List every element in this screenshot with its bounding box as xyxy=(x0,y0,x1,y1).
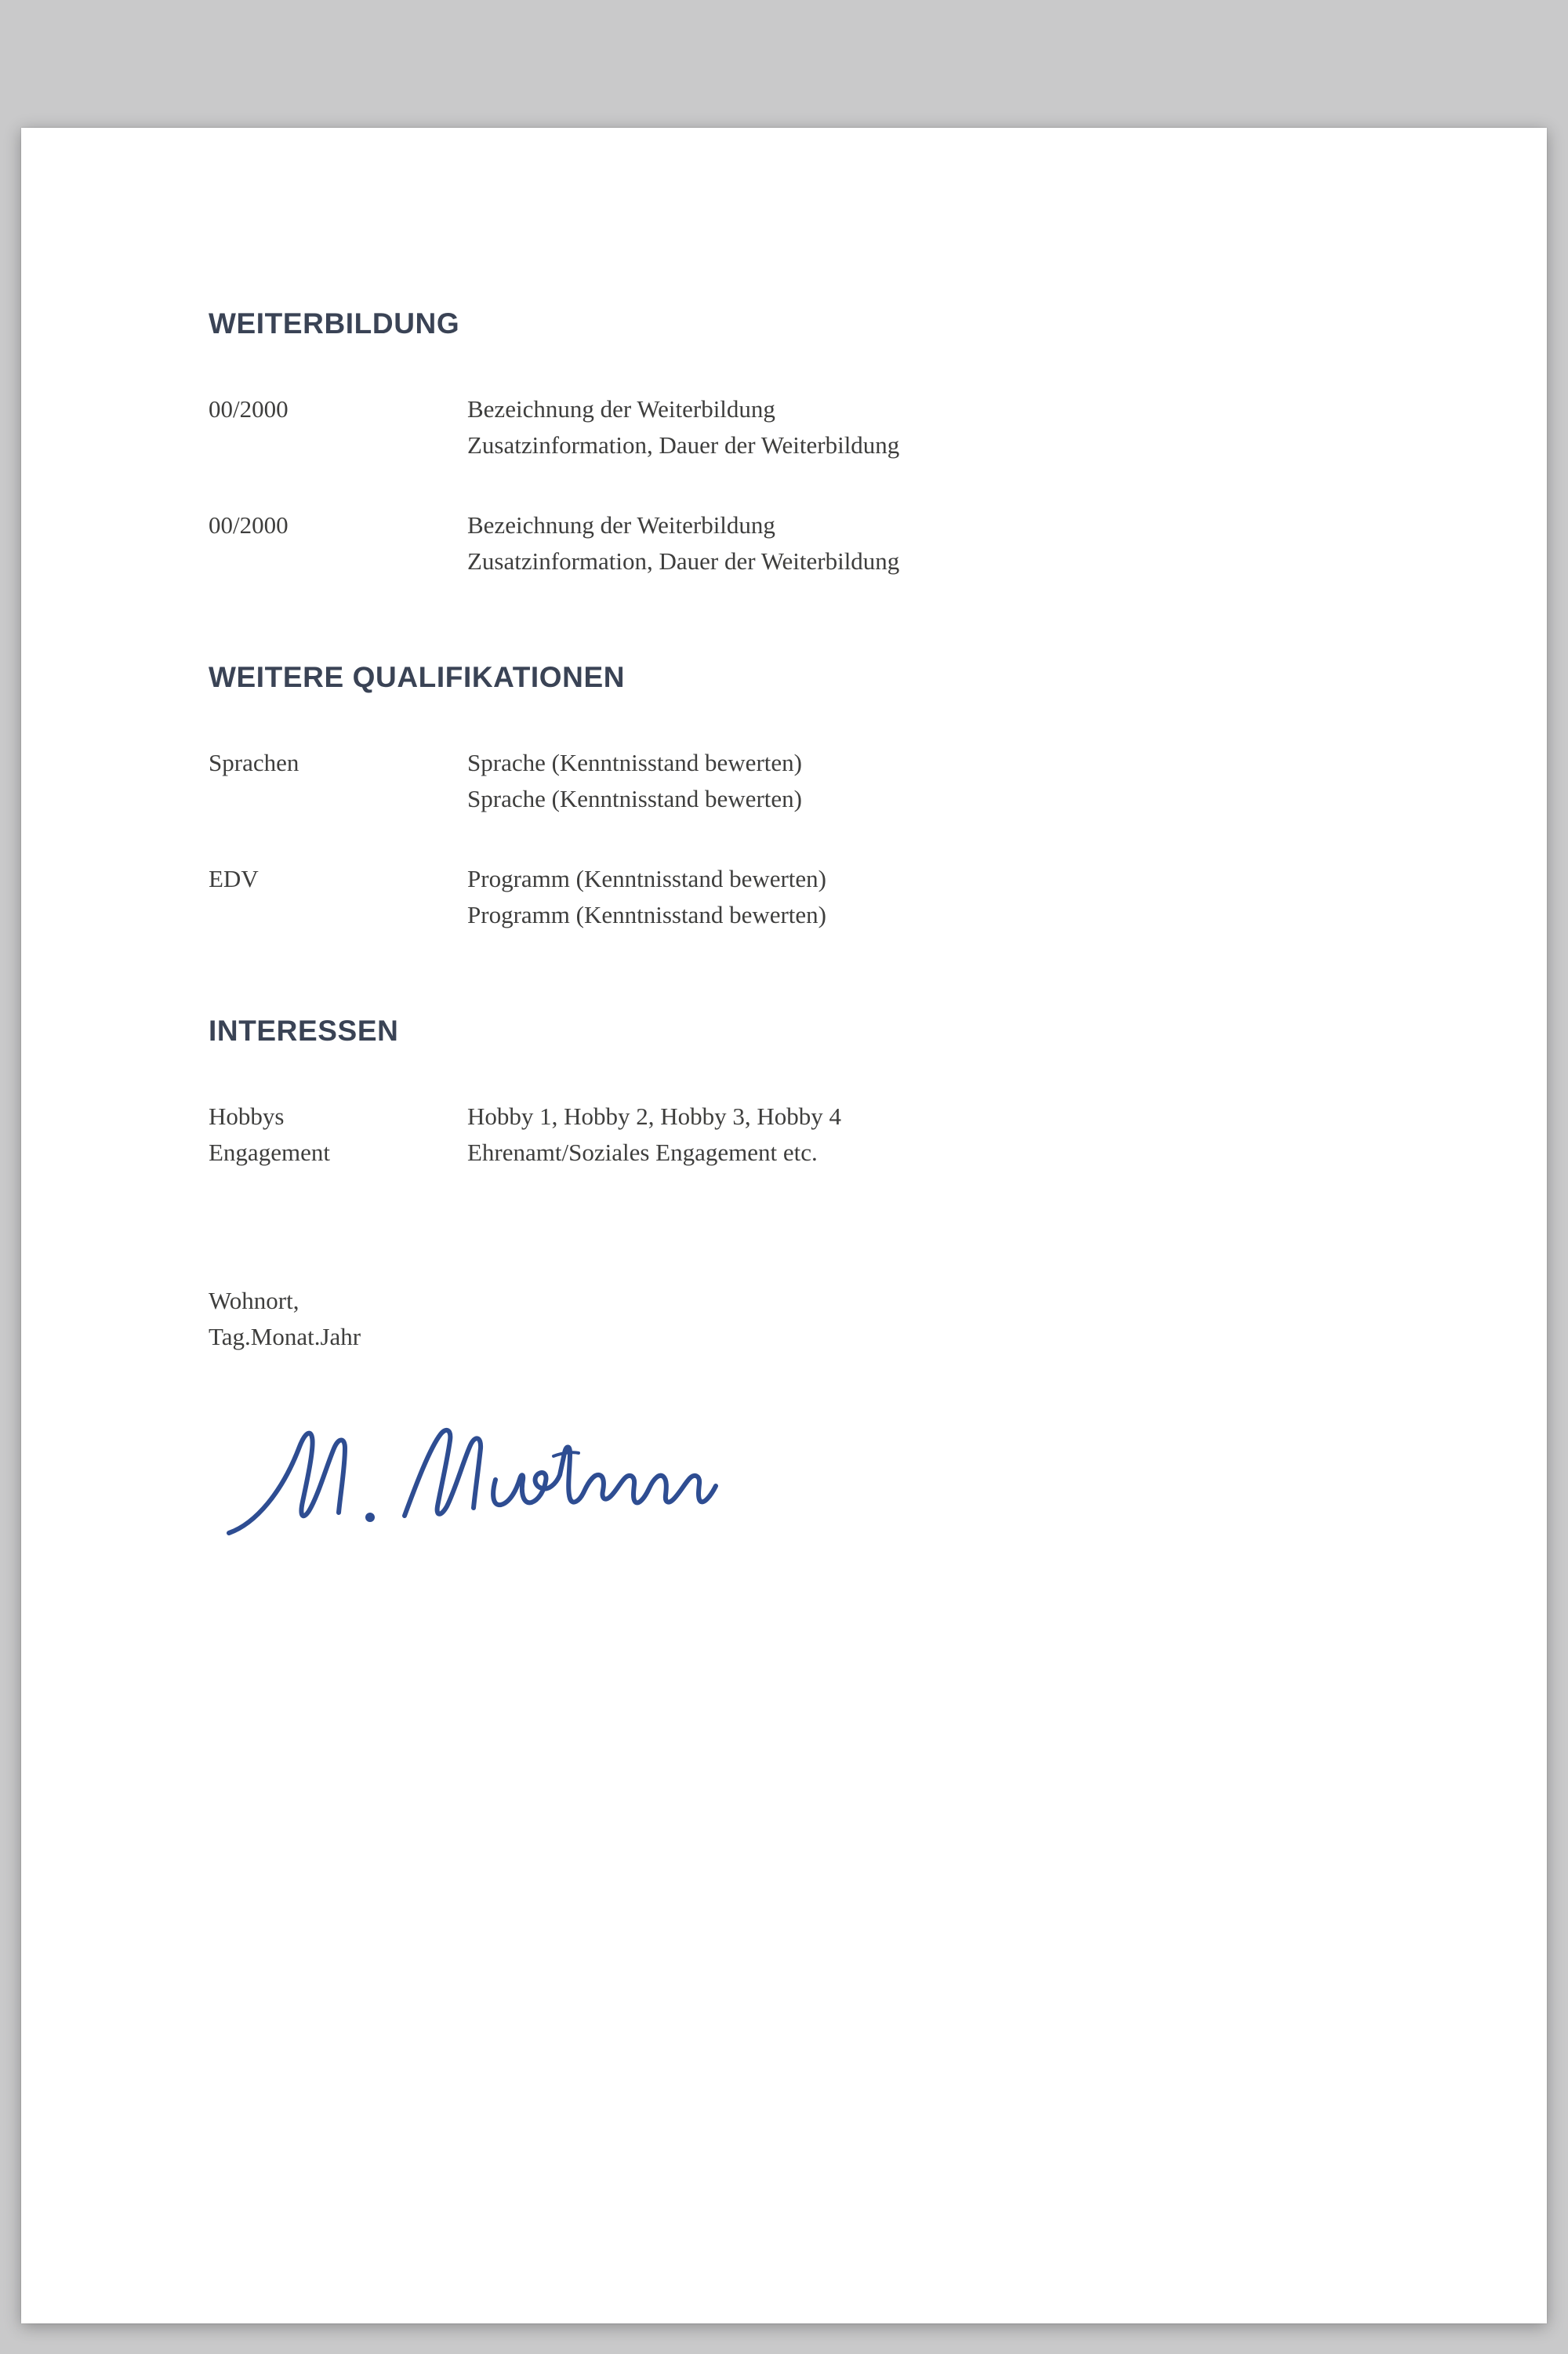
section-interessen xyxy=(209,1014,1359,1171)
entry-line: Programm (Kenntnisstand bewerten) xyxy=(467,865,826,892)
closing-block xyxy=(209,1283,1359,1355)
section-title-interessen: INTERESSEN xyxy=(209,1015,399,1047)
signature-initial-m xyxy=(229,1433,345,1533)
section-title-qualifikationen: WEITERE QUALIFIKATIONEN xyxy=(209,661,626,693)
document-page xyxy=(21,128,1547,2323)
page-content xyxy=(21,128,1547,1547)
section-weiterbildung xyxy=(209,307,1359,579)
entry-description xyxy=(467,1099,1359,1135)
entry-date: 00/2000 xyxy=(209,395,289,423)
entry-label: Engagement xyxy=(209,1139,330,1166)
entry-line: Bezeichnung der Weiterbildung xyxy=(467,395,775,423)
entry-line: Ehrenamt/Soziales Engagement etc. xyxy=(467,1139,818,1166)
entry-line: Hobby 1, Hobby 2, Hobby 3, Hobby 4 xyxy=(467,1103,842,1130)
entry-date: 00/2000 xyxy=(209,511,289,539)
entry-description xyxy=(467,745,1359,817)
entry-description xyxy=(467,861,1359,933)
entry-line: Programm (Kenntnisstand bewerten) xyxy=(467,901,826,928)
entry-row xyxy=(209,861,1359,933)
entry-description xyxy=(467,1135,1359,1171)
entry-label: Sprachen xyxy=(209,749,299,776)
section-qualifikationen xyxy=(209,660,1359,933)
closing-date: Tag.Monat.Jahr xyxy=(209,1323,361,1350)
entry-label: Hobbys xyxy=(209,1103,285,1130)
entry-line: Zusatzinformation, Dauer der Weiterbildung xyxy=(467,547,900,575)
entry-row xyxy=(209,391,1359,463)
section-title-weiterbildung: WEITERBILDUNG xyxy=(209,307,460,340)
signature xyxy=(224,1398,1359,1547)
signature-surname-m xyxy=(405,1430,481,1516)
entry-row xyxy=(209,1099,1359,1135)
closing-place: Wohnort, xyxy=(209,1287,299,1314)
signature-surname-tail xyxy=(493,1448,716,1506)
entry-description xyxy=(467,391,1359,463)
signature-handwriting xyxy=(224,1398,726,1547)
entry-line: Zusatzinformation, Dauer der Weiterbildung xyxy=(467,431,900,459)
signature-period xyxy=(366,1513,375,1522)
entry-line: Sprache (Kenntnisstand bewerten) xyxy=(467,785,802,812)
entry-row xyxy=(209,507,1359,579)
entry-label: EDV xyxy=(209,865,259,892)
entry-description xyxy=(467,507,1359,579)
entry-row xyxy=(209,1135,1359,1171)
entry-line: Bezeichnung der Weiterbildung xyxy=(467,511,775,539)
entry-row xyxy=(209,745,1359,817)
entry-line: Sprache (Kenntnisstand bewerten) xyxy=(467,749,802,776)
